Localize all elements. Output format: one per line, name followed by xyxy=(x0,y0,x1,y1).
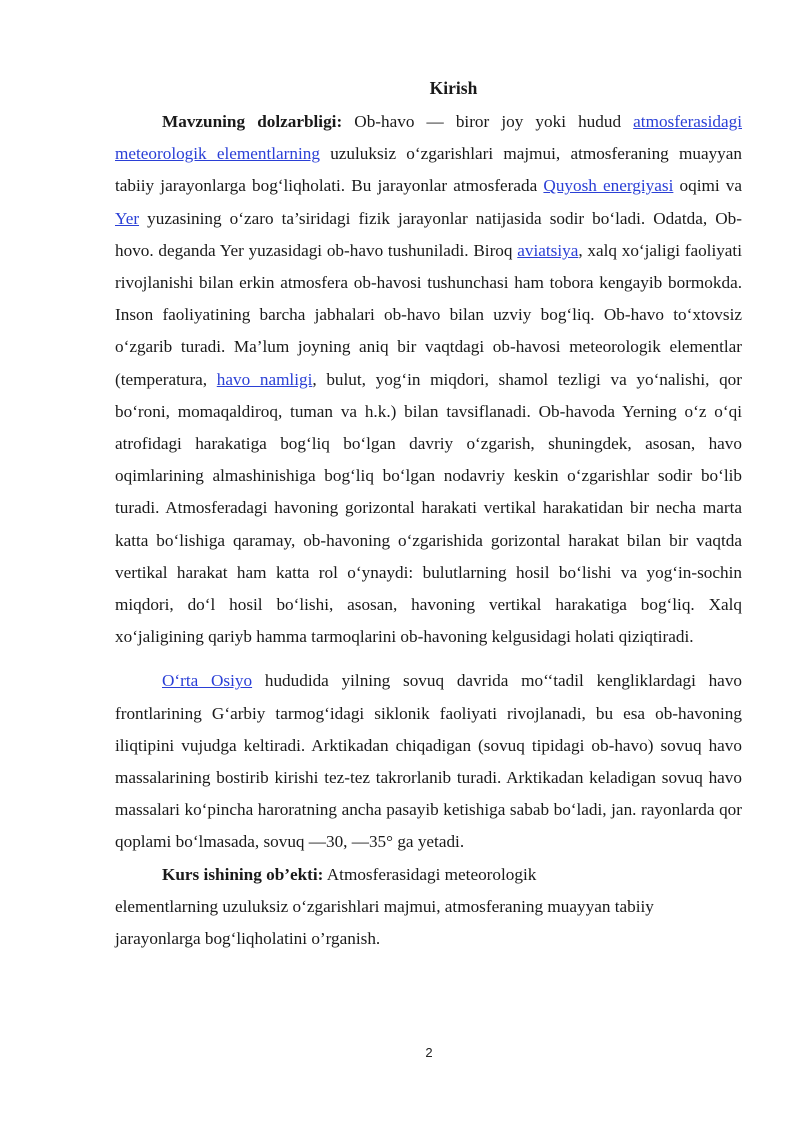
link-quyosh-energiyasi[interactable]: Quyosh energiyasi xyxy=(543,176,674,196)
paragraph-text: oqimi va xyxy=(673,176,743,196)
relevance-label: Mavzuning dolzarbligi: xyxy=(162,112,343,131)
paragraph-text: yuzasining o‘zaro ta’siridagi fizik jarayonlar natijasida sodir bo‘ladi. Odatda, Ob-hovo. deganda Yer yuzasidagi ob-havo tushuniladi. Biroq xyxy=(115,208,742,260)
page-number: 2 xyxy=(425,1045,433,1060)
link-yer[interactable]: Yer xyxy=(115,208,140,228)
paragraph-relevance xyxy=(115,106,742,653)
paragraph-text: , bulut, yog‘in miqdori, shamol tezligi va yo‘nalishi, qor bo‘roni, momaqaldiroq, tuman va h.k.) bilan tavsiflanadi. Ob-havoda Yerning o‘z o‘qi atrofidagi harakatiga bog‘liq bo‘lgan davriy o‘zgarish, shuningdek, asosan, havo oqimlarining almashinishiga bog‘liq bo‘lgan nodavriy keskin o‘zgarishlar sodir bo‘lib turadi. Atmosferadagi havoning gorizontal harakati vertikal harakatidan bir necha marta katta bo‘lishiga qaramay, ob-havoning o‘zgarishida gorizontal harakat bilan bir vaqtda vertikal harakat ham katta rol o‘ynaydi: bulutlarning hosil bo‘lishi va yog‘in-sochin miqdori, do‘l hosil bo‘lishi, asosan, havoning vertikal harakatiga bog‘liq. Xalq xo‘jaligining qariyb hamma tarmoqlarini ob-havoning kelgusidagi holati qiziqtiradi. xyxy=(115,369,743,647)
paragraph-text: , xalq xo‘jaligi faoliyati rivojlanishi bilan erkin atmosfera ob-havosi tushunchasi ham tobora kengayib bormokda. Inson faoliyatining barcha jabhalari ob-havo bilan uzviy bog‘liq. Ob-havo to‘xtovsiz o‘zgarib turadi. Ma’lum joyning aniq bir vaqtdagi ob-havosi meteorologik elementlar (temperatura, xyxy=(115,240,742,389)
paragraph-text: hududida yilning sovuq davrida mo‘‘tadil kengliklardagi havo frontlarining G‘arbiy tarmog‘idagi siklonik faoliyati rivojlanadi, bu esa ob-havoning iliqtipini vujudga keltiradi. Arktikadan chiqadigan (sovuq tipidagi ob-havo) sovuq havo massalarining bostirib kirishi tez-tez takrorlanib turadi. Arktikadan keladigan sovuq havo massalari ko‘pincha haroratning ancha pasayib ketishiga sabab bo‘ladi, jan. rayonlarda qor qoplami bo‘lmasada, sovuq —30, —35° ga yetadi. xyxy=(115,671,743,852)
page-title: Kirish xyxy=(429,78,478,98)
paragraph-text: uzuluksiz o‘zgarishlari majmui, atmosferaning muayyan tabiiy jarayonlarga bog‘liqholati. Bu jarayonlar atmosferada xyxy=(115,144,742,196)
document-page xyxy=(115,72,742,955)
object-label: Kurs ishining ob’ekti: xyxy=(162,864,324,884)
paragraph-object-line: jarayonlarga bog‘liqholatini o’rganish. xyxy=(115,929,381,949)
link-orta-osiyo[interactable]: O‘rta Osiyo xyxy=(162,671,253,691)
link-havo-namligi[interactable]: havo namligi xyxy=(216,369,313,389)
paragraph-text: Atmosferasidagi meteorologik xyxy=(323,864,537,884)
paragraph-object xyxy=(115,859,742,891)
paragraph-object-line: elementlarning uzuluksiz o‘zgarishlari majmui, atmosferaning muayyan tabiiy xyxy=(115,896,654,916)
paragraph-central-asia xyxy=(115,665,742,858)
link-meteorologik-elementlarning[interactable]: meteorologik elementlarning xyxy=(115,144,320,164)
link-aviatsiya[interactable]: aviatsiya xyxy=(517,240,579,260)
paragraph-text: Ob-havo — biror joy yoki hudud xyxy=(342,112,634,131)
link-atmosferasidagi[interactable]: atmosferasidagi xyxy=(633,112,742,131)
